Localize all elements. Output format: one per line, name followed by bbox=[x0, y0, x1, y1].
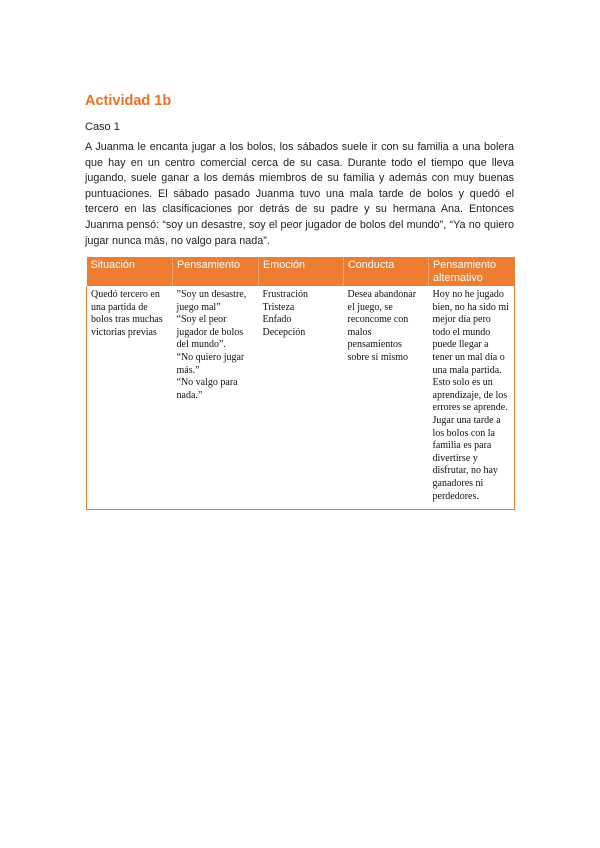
cell-pensamiento-text: ”Soy un desastre, juego mal” “Soy el peor jugador de bolos del mundo”. “No quiero jugar más.” “No valgo para nada.” bbox=[176, 289, 247, 401]
table-header-row bbox=[87, 257, 515, 286]
activity-table bbox=[86, 257, 515, 510]
cell-conducta bbox=[344, 286, 429, 510]
cell-pensamiento-alternativo bbox=[429, 286, 515, 510]
header-pensamiento-alternativo: Pensamiento alternativo bbox=[429, 257, 515, 286]
case-description: A Juanma le encanta jugar a los bolos, los sábados suele ir con su familia a una bolera que hay en un centro comercial cerca de su casa. Durante todo el tiempo que lleva jugando, suele ganar a los demás miembros de su familia y además con muy buenas puntuaciones. El sábado pasado Juanma tuvo una mala tarde de bolos y quedó el tercero en las clasificaciones por detrás de su padre y su hermana Ana. Entonces Juanma pensó: “soy un desastre, soy el peor jugador de bolos del mundo”, “Ya no quiero jugar nunca más, no valgo para nada”. bbox=[85, 141, 514, 247]
table-row bbox=[87, 286, 515, 510]
cell-emocion bbox=[259, 286, 344, 510]
cell-situacion bbox=[87, 286, 173, 510]
header-situacion: Situación bbox=[87, 257, 173, 286]
cell-pensamiento bbox=[173, 286, 259, 510]
cell-pensamiento-alternativo-text: Hoy no he jugado bien, no ha sido mi mejor día pero todo el mundo puede llegar a tener un mal día o una mala partida. Esto solo es un aprendizaje, de los errores se aprende. Jugar una tarde a los bolos con la familia es para divertirse y disfrutar, no hay ganadores ni perdedores. bbox=[432, 289, 509, 502]
activity-title: Actividad 1b bbox=[85, 93, 172, 109]
header-pensamiento: Pensamiento bbox=[173, 257, 259, 286]
cell-emocion-text: Frustración Tristeza Enfado Decepción bbox=[262, 289, 309, 338]
cell-situacion-text: Quedó tercero en una partida de bolos tras muchas victorias previas bbox=[91, 289, 163, 338]
header-conducta: Conducta bbox=[344, 257, 429, 286]
cell-conducta-text: Desea abandonar el juego, se reconcome con malos pensamientos sobre sí mismo bbox=[347, 289, 417, 363]
header-emocion: Emoción bbox=[259, 257, 344, 286]
case-label: Caso 1 bbox=[85, 121, 120, 133]
